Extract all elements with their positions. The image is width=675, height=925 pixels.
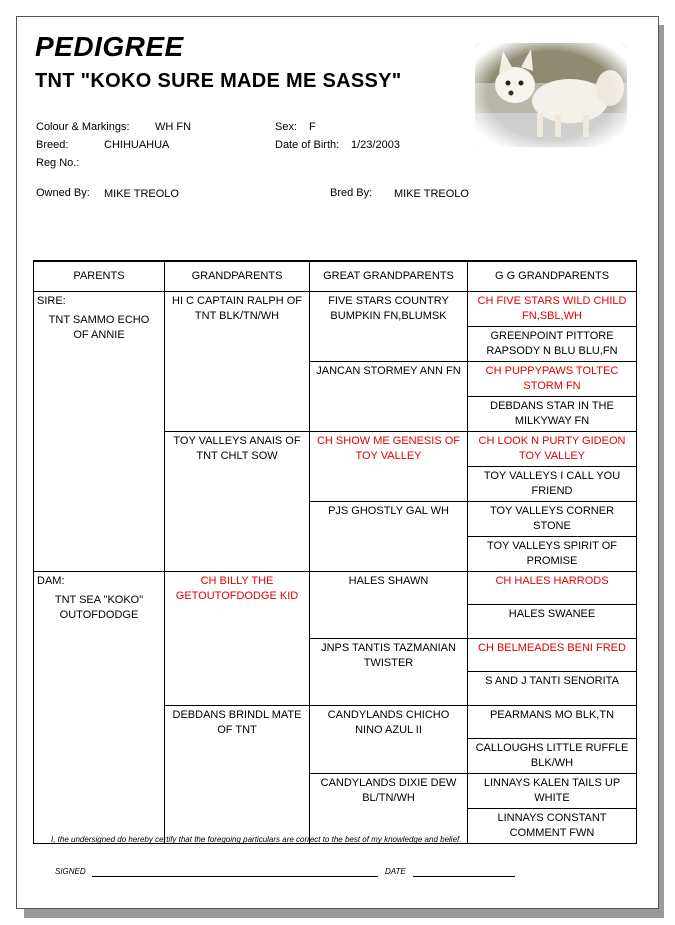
dog-photo bbox=[475, 43, 627, 147]
breed-label: Breed: bbox=[36, 139, 69, 151]
great-grandparent-4: PJS GHOSTLY GAL WH bbox=[310, 501, 468, 571]
pedigree-table bbox=[33, 260, 637, 844]
grandparent-2: TOY VALLEYS ANAIS OF TNT CHLT SOW bbox=[165, 431, 310, 571]
header-parents: PARENTS bbox=[34, 261, 165, 291]
gg-grandparent-3: CH PUPPYPAWS TOLTEC STORM FN bbox=[468, 361, 637, 396]
dam-label: DAM: bbox=[37, 574, 65, 587]
gg-grandparent-7: TOY VALLEYS CORNER STONE bbox=[468, 501, 637, 536]
sire-cell bbox=[34, 291, 165, 571]
date-line[interactable] bbox=[413, 876, 515, 877]
sire-name: TNT SAMMO ECHO OF ANNIE bbox=[48, 313, 150, 341]
bred-label: Bred By: bbox=[330, 187, 373, 199]
grandparent-4: DEBDANS BRINDL MATE OF TNT bbox=[165, 705, 310, 844]
gg-grandparent-13: PEARMANS MO BLK,TN bbox=[468, 705, 637, 739]
colour-value: WH FN bbox=[155, 121, 192, 133]
great-grandparent-7: CANDYLANDS CHICHO NINO AZUL II bbox=[310, 705, 468, 774]
gg-grandparent-15: LINNAYS KALEN TAILS UP WHITE bbox=[468, 774, 637, 809]
date-label: DATE bbox=[385, 867, 406, 876]
sex-value: F bbox=[309, 121, 316, 133]
certification-statement: I, the undersigned do hereby certify that the foregoing particulars are correct to the best of my knowledge and belief. bbox=[51, 835, 462, 844]
gg-grandparent-4: DEBDANS STAR IN THE MILKYWAY FN bbox=[468, 396, 637, 431]
header-grandparents: GRANDPARENTS bbox=[165, 261, 310, 291]
dob-label: Date of Birth: bbox=[275, 139, 340, 151]
dam-cell bbox=[34, 571, 165, 844]
gg-grandparent-14: CALLOUGHS LITTLE RUFFLE BLK/WH bbox=[468, 739, 637, 774]
grandparent-1: HI C CAPTAIN RALPH OF TNT BLK/TN/WH bbox=[165, 291, 310, 431]
great-grandparent-5: HALES SHAWN bbox=[310, 571, 468, 638]
pedigree-sheet bbox=[16, 16, 659, 909]
gg-grandparent-6: TOY VALLEYS I CALL YOU FRIEND bbox=[468, 466, 637, 501]
signature-line[interactable] bbox=[92, 876, 378, 877]
breed-value: CHIHUAHUA bbox=[104, 139, 170, 151]
dob-value: 1/23/2003 bbox=[351, 139, 400, 151]
signed-label: SIGNED bbox=[55, 867, 86, 876]
sex-label: Sex: bbox=[275, 121, 298, 133]
page-title: PEDIGREE bbox=[35, 31, 184, 62]
bred-value: MIKE TREOLO bbox=[394, 188, 469, 200]
header-great-grandparents: GREAT GRANDPARENTS bbox=[310, 261, 468, 291]
gg-grandparent-11: CH BELMEADES BENI FRED bbox=[468, 638, 637, 672]
owned-label: Owned By: bbox=[36, 187, 90, 199]
header-gg-grandparents: G G GRANDPARENTS bbox=[468, 261, 637, 291]
great-grandparent-3: CH SHOW ME GENESIS OF TOY VALLEY bbox=[310, 431, 468, 501]
gg-grandparent-2: GREENPOINT PITTORE RAPSODY N BLU BLU,FN bbox=[468, 326, 637, 361]
gg-grandparent-10: HALES SWANEE bbox=[468, 605, 637, 639]
dog-name: TNT "KOKO SURE MADE ME SASSY" bbox=[35, 70, 402, 92]
sire-label: SIRE: bbox=[37, 294, 66, 307]
gg-grandparent-12: S AND J TANTI SENORITA bbox=[468, 672, 637, 706]
colour-label: Colour & Markings: bbox=[36, 121, 130, 133]
reg-label: Reg No.: bbox=[36, 157, 80, 169]
gg-grandparent-5: CH LOOK N PURTY GIDEON TOY VALLEY bbox=[468, 431, 637, 466]
gg-grandparent-9: CH HALES HARRODS bbox=[468, 571, 637, 605]
owned-value: MIKE TREOLO bbox=[104, 188, 179, 200]
great-grandparent-8: CANDYLANDS DIXIE DEW BL/TN/WH bbox=[310, 774, 468, 844]
gg-grandparent-16: LINNAYS CONSTANT COMMENT FWN bbox=[468, 809, 637, 844]
dam-name: TNT SEA "KOKO" OUTOFDODGE bbox=[54, 593, 144, 621]
header-row bbox=[34, 261, 637, 291]
grandparent-3: CH BILLY THE GETOUTOFDODGE KID bbox=[165, 571, 310, 705]
great-grandparent-2: JANCAN STORMEY ANN FN bbox=[310, 361, 468, 431]
great-grandparent-6: JNPS TANTIS TAZMANIAN TWISTER bbox=[310, 638, 468, 705]
gg-grandparent-1: CH FIVE STARS WILD CHILD FN,SBL,WH bbox=[468, 291, 637, 326]
gg-grandparent-8: TOY VALLEYS SPIRIT OF PROMISE bbox=[468, 536, 637, 571]
great-grandparent-1: FIVE STARS COUNTRY BUMPKIN FN,BLUMSK bbox=[310, 291, 468, 361]
